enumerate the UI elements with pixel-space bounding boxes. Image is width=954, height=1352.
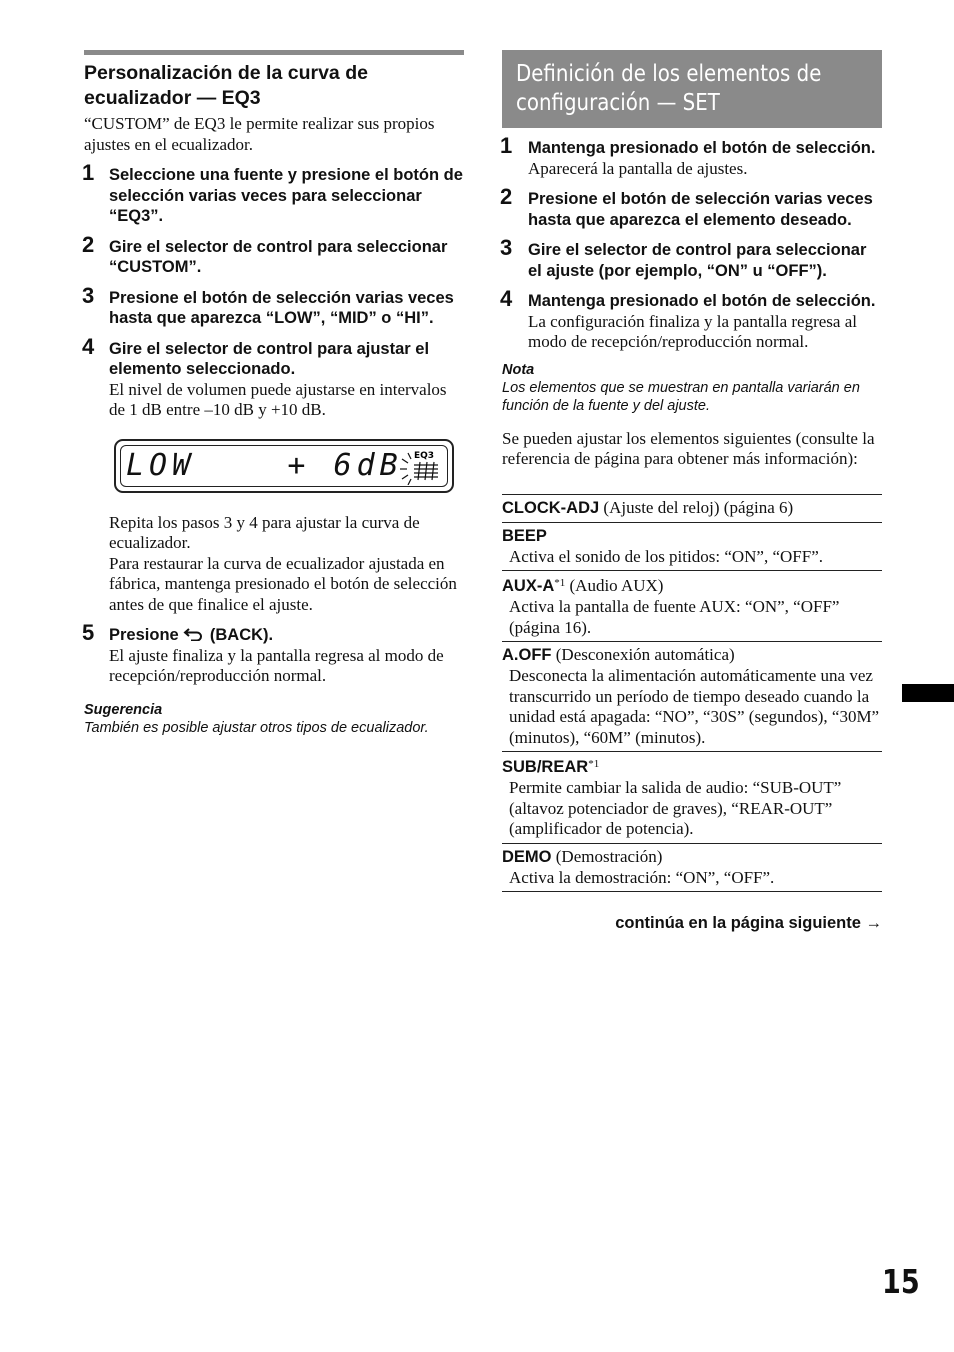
set-step-2 xyxy=(500,184,882,230)
setting-key: DEMO xyxy=(502,847,552,866)
lcd-display-illustration xyxy=(114,439,454,493)
step-description: El ajuste finaliza y la pantalla regresa al modo de recepción/reproducción normal. xyxy=(109,645,444,685)
setting-sub-rear xyxy=(502,752,882,844)
step-number: 2 xyxy=(500,184,513,209)
section-rule xyxy=(84,50,464,55)
step-number: 4 xyxy=(82,333,95,359)
set-step-3 xyxy=(500,235,882,281)
set-section-banner xyxy=(502,50,882,128)
continue-next-page: continúa en la página siguiente → xyxy=(615,914,882,932)
step-number: 1 xyxy=(500,133,513,158)
setting-description: Permite cambiar la salida de audio: “SUB-OUT” (altavoz potenciador de graves), “REAR-OUT” (amplificador de potencia). xyxy=(509,778,842,838)
note-heading: Nota xyxy=(502,361,535,378)
step-instruction: Presione el botón de selección varias veces hasta que aparezca el elemento deseado. xyxy=(528,190,873,229)
step-number: 3 xyxy=(82,282,95,308)
step-number: 1 xyxy=(82,160,95,185)
footnote-mark: *1 xyxy=(554,577,566,589)
step-instruction: Mantenga presionado el botón de selección. xyxy=(528,292,876,310)
lcd-text: LOW + 6dB xyxy=(126,447,403,483)
restore-text: Para restaurar la curva de ecualizador ajustada en fábrica, mantenga presionado el botón de selección antes de que finalice el ajuste. xyxy=(109,553,457,614)
setting-description: Activa la pantalla de fuente AUX: “ON”, “OFF” (página 16). xyxy=(509,597,840,637)
step-description: Aparecerá la pantalla de ajustes. xyxy=(528,158,748,178)
setting-a-off xyxy=(502,642,882,752)
step-number: 4 xyxy=(500,286,513,311)
step5-text-pre: Presione xyxy=(109,626,179,644)
setting-key: AUX-A xyxy=(502,577,555,595)
note-text: Los elementos que se muestran en pantalla variarán en función de la fuente y del ajuste. xyxy=(502,379,860,414)
setting-paren: (Desconexión automática) xyxy=(551,645,735,664)
setting-clock-adj xyxy=(502,495,882,523)
tip-text: También es posible ajustar otros tipos de ecualizador. xyxy=(84,719,429,736)
settings-intro: Se pueden ajustar los elementos siguientes (consulte la referencia de página para obtener más información): xyxy=(502,428,875,468)
setting-beep xyxy=(502,523,882,572)
eq3-step-3 xyxy=(82,282,464,329)
eq3-section-title: Personalización de la curva de ecualizador — EQ3 xyxy=(84,62,368,109)
step-instruction: Gire el selector de control para seleccionar “CUSTOM”. xyxy=(109,237,448,276)
step-instruction: Gire el selector de control para ajustar el elemento seleccionado. xyxy=(109,339,430,378)
settings-list xyxy=(502,494,882,893)
page-number: 15 xyxy=(882,1262,920,1301)
setting-aux-a xyxy=(502,571,882,642)
eq-badge-label: EQ3 xyxy=(414,450,435,461)
right-column xyxy=(502,50,882,933)
step-instruction: Gire el selector de control para seleccionar el ajuste (por ejemplo, “ON” u “OFF”). xyxy=(528,241,867,280)
section-index-tab xyxy=(902,684,954,702)
setting-description: Activa la demostración: “ON”, “OFF”. xyxy=(509,867,775,887)
eq3-step-4 xyxy=(82,333,464,421)
repeat-text: Repita los pasos 3 y 4 para ajustar la curva de ecualizador. xyxy=(109,512,420,552)
repeat-instructions xyxy=(84,513,464,616)
tip-heading: Sugerencia xyxy=(84,701,163,718)
step-description: La configuración finaliza y la pantalla regresa al modo de recepción/reproducción normal. xyxy=(528,311,857,351)
setting-paren: (Audio AUX) xyxy=(565,576,664,595)
step-number: 2 xyxy=(82,231,95,257)
step-instruction xyxy=(109,625,464,646)
step-instruction: Presione el botón de selección varias veces hasta que aparezca “LOW”, “MID” o “HI”. xyxy=(109,288,454,327)
setting-description: Desconecta la alimentación automáticamente una vez transcurrido un período de tiempo deseado cuando la unidad está apagada: “NO”, “30S” (segundos), “30M” (minutos), “60M” (minutos). xyxy=(509,666,880,747)
setting-key: A.OFF xyxy=(502,646,552,664)
eq-indicator-icon xyxy=(400,449,446,485)
setting-key: SUB/REAR xyxy=(502,758,589,776)
eq3-intro: “CUSTOM” de EQ3 le permite realizar sus propios ajustes en el ecualizador. xyxy=(84,114,435,154)
step5-text-post: (BACK). xyxy=(209,626,274,644)
set-step-4 xyxy=(500,286,882,353)
setting-paren: (Ajuste del reloj) (página 6) xyxy=(599,497,794,517)
eq3-step-2 xyxy=(82,231,464,278)
step-description: El nivel de volumen puede ajustarse en intervalos de 1 dB entre –10 dB y +10 dB. xyxy=(109,379,447,419)
step-instruction: Mantenga presionado el botón de selección. xyxy=(528,139,876,157)
left-column xyxy=(84,50,464,737)
back-arrow-icon xyxy=(183,627,205,641)
footnote-mark: *1 xyxy=(588,758,600,770)
setting-demo xyxy=(502,844,882,893)
setting-key: BEEP xyxy=(502,526,547,545)
setting-key: CLOCK-ADJ xyxy=(502,498,600,517)
eq3-step-1 xyxy=(82,160,464,227)
set-section-title: Definición de los elementos de configuración — SET xyxy=(516,61,822,116)
eq3-step-5 xyxy=(82,620,464,687)
step-number: 5 xyxy=(82,620,95,645)
setting-paren: (Demostración) xyxy=(551,846,663,866)
setting-description: Activa el sonido de los pitidos: “ON”, “OFF”. xyxy=(509,546,823,566)
step-number: 3 xyxy=(500,235,513,260)
set-step-1 xyxy=(500,133,882,179)
step-instruction: Seleccione una fuente y presione el botón de selección varias veces para seleccionar “EQ3”. xyxy=(109,166,463,225)
